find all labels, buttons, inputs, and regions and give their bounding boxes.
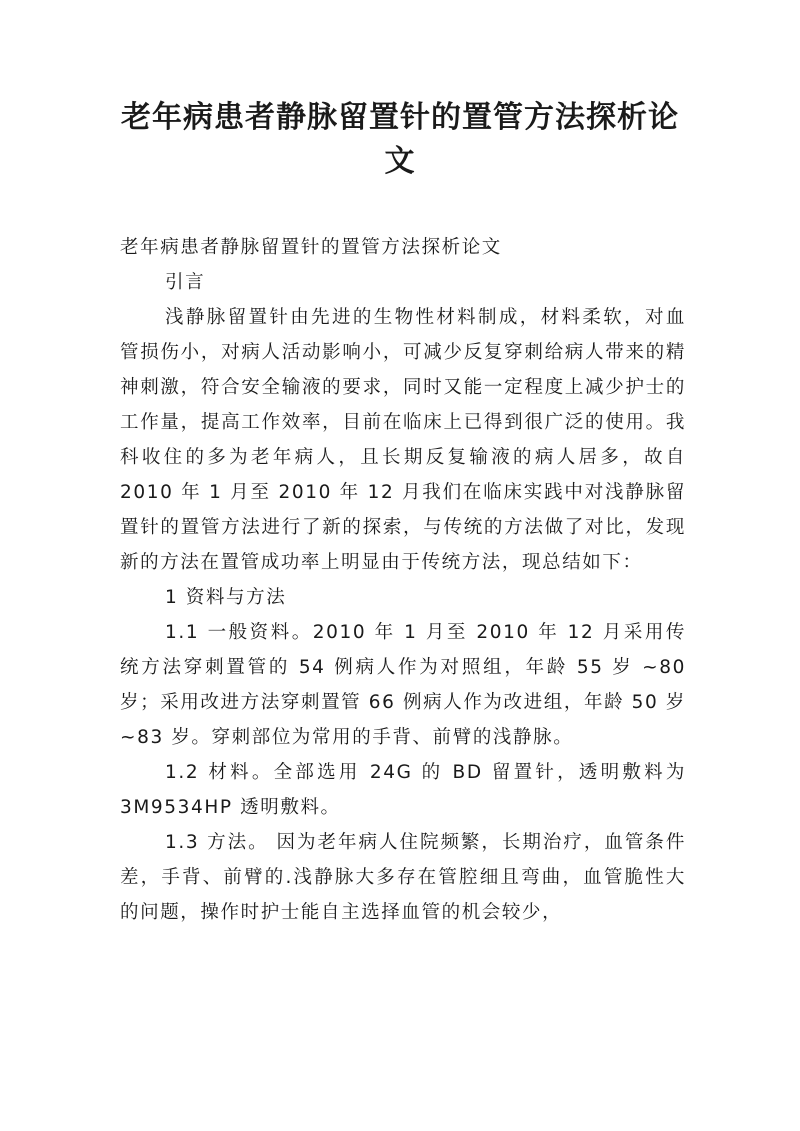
body-title-line: 老年病患者静脉留置针的置管方法探析论文 [120, 237, 502, 258]
heading-materials-methods: 1 资料与方法 [165, 587, 287, 608]
heading-introduction: 引言 [165, 272, 206, 293]
paragraph-introduction: 浅静脉留置针由先进的生物性材料制成，材料柔软，对血管损伤小，对病人活动影响小，可减少反复穿刺给病人带来的精神刺激，符合安全输液的要求，同时又能一定程度上减少护士的工作量，提高工作效率，目前在临床上已得到很广泛的使用。我科收住的多为老年病人，且长期反复输液的病人居多，故自 2010 年 1 月至 2010 年 12 月我们在临床实践中对浅静脉留置针的置管方法进行了新的探索，与传统的方法做了对比，发现新的方法在置管成功率上明显由于传统方法，现总结如下： [120, 307, 686, 573]
paragraph-methods: 1.3 方法。 因为老年病人住院频繁，长期治疗，血管条件差，手背、前臂的.浅静脉大多存在管腔细且弯曲，血管脆性大的问题，操作时护士能自主选择血管的机会较少， [120, 832, 686, 923]
paragraph-materials: 1.2 材料。全部选用 24G 的 BD 留置针，透明敷料为 3M9534HP 透明敷料。 [120, 762, 686, 818]
document-title: 老年病患者静脉留置针的置管方法探析论文 [121, 100, 679, 179]
document-body [120, 230, 686, 930]
paragraph-general-data: 1.1 一般资料。2010 年 1 月至 2010 年 12 月采用传统方法穿刺置管的 54 例病人作为对照组，年龄 55 岁 ~80 岁；采用改进方法穿刺置管 66 例病人作为改进组，年龄 50 岁 ~83 岁。穿刺部位为常用的手背、前臂的浅静脉。 [120, 622, 686, 748]
